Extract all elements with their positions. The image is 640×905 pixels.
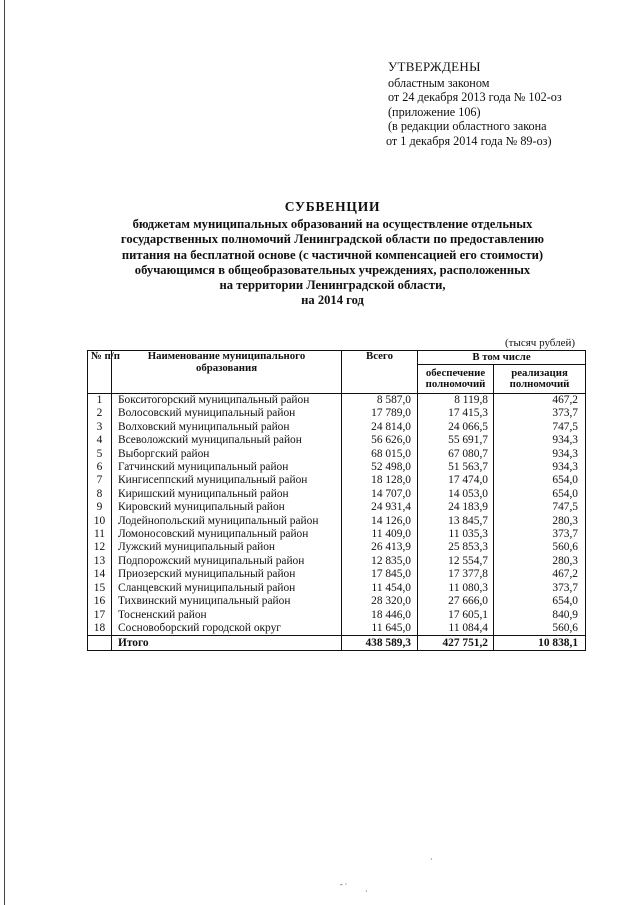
approval-line: от 24 декабря 2013 года № 102-оз — [388, 90, 562, 105]
row-sub1: 11 080,3 — [418, 582, 494, 595]
row-sub2: 280,3 — [494, 555, 586, 568]
row-sub1: 25 853,3 — [418, 541, 494, 554]
approval-line: (приложение 106) — [388, 104, 481, 119]
row-name: Выборгский район — [112, 448, 342, 461]
row-sub1: 17 415,3 — [418, 407, 494, 420]
row-num: 4 — [88, 434, 112, 447]
row-sub2: 373,7 — [494, 407, 586, 420]
heading-line: обучающимся в общеобразовательных учреждениях, расположенных — [134, 262, 531, 277]
table-row — [88, 528, 586, 541]
row-sub1: 24 066,5 — [418, 421, 494, 434]
row-num: 5 — [88, 448, 112, 461]
row-sub2: 934,3 — [494, 448, 586, 461]
row-sub2: 560,6 — [494, 622, 586, 636]
scan-speck: - · — [340, 880, 348, 889]
row-total: 18 128,0 — [342, 474, 418, 487]
row-num: 17 — [88, 609, 112, 622]
row-total: 11 409,0 — [342, 528, 418, 541]
approval-line: (в редакции областного закона — [388, 119, 547, 134]
row-name: Ломоносовский муниципальный район — [112, 528, 342, 541]
row-sub2: 560,6 — [494, 541, 586, 554]
row-num: 3 — [88, 421, 112, 434]
document-heading — [60, 199, 605, 308]
row-name: Приозерский муниципальный район — [112, 568, 342, 581]
header-num: № п/п — [88, 351, 112, 394]
row-num: 16 — [88, 595, 112, 608]
header-name: Наименование муниципального образования — [112, 351, 342, 394]
table-row — [88, 461, 586, 474]
row-num: 13 — [88, 555, 112, 568]
document-title: СУБВЕНЦИИ — [284, 199, 381, 214]
table-row — [88, 568, 586, 581]
row-total: 8 587,0 — [342, 394, 418, 408]
row-name: Киришский муниципальный район — [112, 488, 342, 501]
row-name: Сосновоборский городской округ — [112, 622, 342, 636]
row-name: Всеволожский муниципальный район — [112, 434, 342, 447]
row-total: 68 015,0 — [342, 448, 418, 461]
subsidy-table — [87, 350, 586, 651]
row-name: Волосовский муниципальный район — [112, 407, 342, 420]
row-sub2: 747,5 — [494, 421, 586, 434]
row-name: Лодейнопольский муниципальный район — [112, 515, 342, 528]
row-total: 11 454,0 — [342, 582, 418, 595]
row-num: 2 — [88, 407, 112, 420]
scan-speck: · — [365, 887, 368, 896]
header-sub2: реализация полномочий — [494, 365, 586, 394]
row-total: 24 931,4 — [342, 501, 418, 514]
table-row — [88, 407, 586, 420]
row-sub1: 17 605,1 — [418, 609, 494, 622]
table-row — [88, 555, 586, 568]
row-sub1: 67 080,7 — [418, 448, 494, 461]
row-total: 17 789,0 — [342, 407, 418, 420]
row-sub2: 934,3 — [494, 434, 586, 447]
table-row — [88, 609, 586, 622]
unit-note: (тысяч рублей) — [505, 337, 576, 349]
row-num: 18 — [88, 622, 112, 636]
row-name: Тосненский район — [112, 609, 342, 622]
row-num: 7 — [88, 474, 112, 487]
total-label: Итого — [112, 636, 342, 651]
header-including: В том числе — [418, 351, 586, 365]
table-row — [88, 488, 586, 501]
row-num: 12 — [88, 541, 112, 554]
row-total: 18 446,0 — [342, 609, 418, 622]
row-sub1: 14 053,0 — [418, 488, 494, 501]
row-total: 14 126,0 — [342, 515, 418, 528]
row-total: 11 645,0 — [342, 622, 418, 636]
row-num: 11 — [88, 528, 112, 541]
row-num: 8 — [88, 488, 112, 501]
row-num: 14 — [88, 568, 112, 581]
row-num: 1 — [88, 394, 112, 408]
row-name: Гатчинский муниципальный район — [112, 461, 342, 474]
row-total: 26 413,9 — [342, 541, 418, 554]
row-num: 15 — [88, 582, 112, 595]
table-row — [88, 501, 586, 514]
row-sub2: 747,5 — [494, 501, 586, 514]
row-sub1: 27 666,0 — [418, 595, 494, 608]
scan-edge-line — [4, 0, 5, 905]
row-name: Кировский муниципальный район — [112, 501, 342, 514]
row-total: 14 707,0 — [342, 488, 418, 501]
total-sum: 438 589,3 — [342, 636, 418, 651]
table-row — [88, 474, 586, 487]
row-num: 10 — [88, 515, 112, 528]
row-sub2: 467,2 — [494, 394, 586, 408]
header-sub1: обеспечение полномочий — [418, 365, 494, 394]
table-row — [88, 448, 586, 461]
table-row — [88, 582, 586, 595]
row-sub1: 24 183,9 — [418, 501, 494, 514]
row-total: 17 845,0 — [342, 568, 418, 581]
row-sub1: 11 035,3 — [418, 528, 494, 541]
heading-line: на 2014 год — [301, 293, 364, 308]
table-row — [88, 595, 586, 608]
row-total: 28 320,0 — [342, 595, 418, 608]
row-sub1: 8 119,8 — [418, 394, 494, 408]
table-row — [88, 434, 586, 447]
row-total: 52 498,0 — [342, 461, 418, 474]
total-sub1: 427 751,2 — [418, 636, 494, 651]
table-row — [88, 622, 586, 636]
row-total: 56 626,0 — [342, 434, 418, 447]
row-name: Сланцевский муниципальный район — [112, 582, 342, 595]
row-sub1: 51 563,7 — [418, 461, 494, 474]
row-sub1: 55 691,7 — [418, 434, 494, 447]
approval-line: от 1 декабря 2014 года № 89-оз) — [386, 133, 552, 148]
row-sub1: 13 845,7 — [418, 515, 494, 528]
table-row — [88, 394, 586, 408]
row-sub2: 654,0 — [494, 488, 586, 501]
row-sub2: 467,2 — [494, 568, 586, 581]
row-total: 12 835,0 — [342, 555, 418, 568]
row-sub2: 280,3 — [494, 515, 586, 528]
row-name: Лужский муниципальный район — [112, 541, 342, 554]
table-row — [88, 421, 586, 434]
row-sub2: 654,0 — [494, 595, 586, 608]
row-sub1: 12 554,7 — [418, 555, 494, 568]
row-num: 6 — [88, 461, 112, 474]
row-num: 9 — [88, 501, 112, 514]
header-total: Всего — [342, 351, 418, 394]
heading-line: государственных полномочий Ленинградской области по предоставлению — [120, 232, 545, 247]
row-sub1: 11 084,4 — [418, 622, 494, 636]
heading-line: на территории Ленинградской области, — [219, 278, 446, 293]
heading-line: бюджетам муниципальных образований на осуществление отдельных — [132, 217, 533, 232]
heading-line: питания на бесплатной основе (с частичной компенсацией его стоимости) — [121, 247, 544, 262]
row-sub2: 840,9 — [494, 609, 586, 622]
approval-title: УТВЕРЖДЕНЫ — [388, 59, 481, 74]
row-sub1: 17 474,0 — [418, 474, 494, 487]
row-name: Кингисеппский муниципальный район — [112, 474, 342, 487]
row-name: Подпорожский муниципальный район — [112, 555, 342, 568]
row-sub1: 17 377,8 — [418, 568, 494, 581]
table-row — [88, 515, 586, 528]
total-row — [88, 636, 586, 651]
total-sub2: 10 838,1 — [494, 636, 586, 651]
row-name: Тихвинский муниципальный район — [112, 595, 342, 608]
row-sub2: 654,0 — [494, 474, 586, 487]
row-sub2: 373,7 — [494, 528, 586, 541]
total-num-cell — [88, 636, 112, 651]
row-sub2: 934,3 — [494, 461, 586, 474]
row-name: Волховский муниципальный район — [112, 421, 342, 434]
row-sub2: 373,7 — [494, 582, 586, 595]
row-name: Бокситогорский муниципальный район — [112, 394, 342, 408]
row-total: 24 814,0 — [342, 421, 418, 434]
approval-line: областным законом — [388, 75, 490, 90]
scan-speck: · — [430, 855, 433, 864]
table-row — [88, 541, 586, 554]
approval-stamp — [388, 60, 562, 149]
